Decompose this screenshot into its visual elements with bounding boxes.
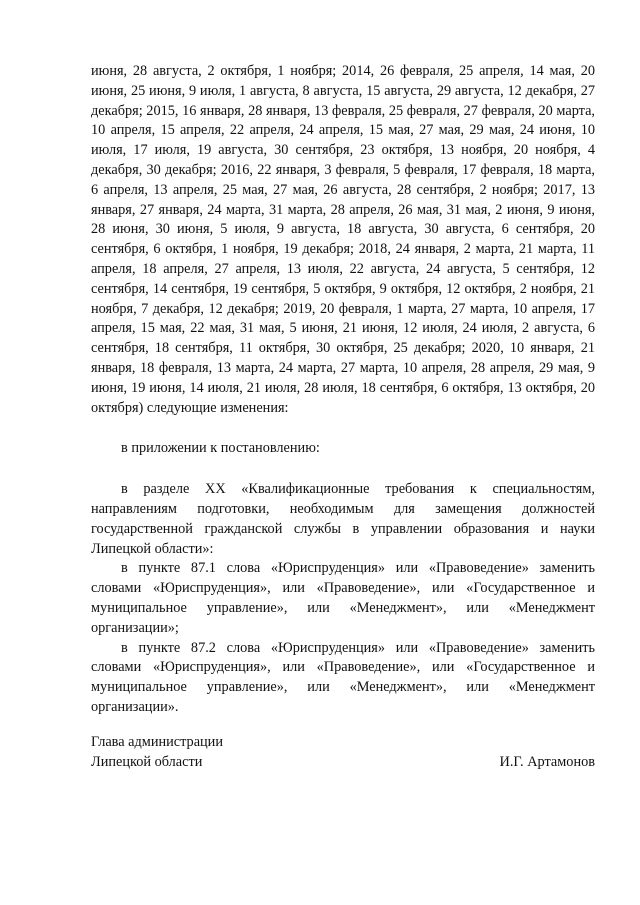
document-body bbox=[91, 62, 595, 718]
point-87-1-paragraph: в пункте 87.1 слова «Юриспруденция» или «Правоведение» заменить словами «Юриспруденция», или «Правоведение», или «Государственное и муниципальное управление», или «Менеджмент», или «Менеджмент организации»; bbox=[91, 560, 595, 636]
section-paragraph: в разделе XX «Квалификационные требования к специальностям, направлениям подготовки, необходимым для замещения должностей государственной гражданской службы в управлении образования и науки Липецкой области»: bbox=[91, 481, 595, 557]
signatory-name: И.Г. Артамонов bbox=[499, 753, 595, 770]
intro-paragraph: июня, 28 августа, 2 октября, 1 ноября; 2014, 26 февраля, 25 апреля, 14 мая, 20 июня, 25 июня, 9 июля, 1 августа, 8 августа, 15 августа, 29 августа, 12 декабря, 27 декабря; 2015, 16 января, 28 января, 13 февраля, 25 февраля, 27 февраля, 20 марта, 10 апреля, 15 апреля, 22 апреля, 24 апреля, 15 мая, 27 мая, 29 мая, 24 июня, 10 июля, 17 июля, 19 августа, 30 сентября, 23 октября, 13 ноября, 20 ноября, 4 декабря, 30 декабря; 2016, 22 января, 3 февраля, 5 февраля, 17 февраля, 18 марта, 6 апреля, 13 апреля, 25 мая, 27 мая, 26 августа, 28 сентября, 2 ноября; 2017, 13 января, 27 января, 24 марта, 31 марта, 28 апреля, 26 мая, 31 мая, 2 июня, 9 июня, 28 июня, 30 июня, 5 июля, 9 августа, 18 августа, 30 августа, 6 сентября, 20 сентября, 6 октября, 1 ноября, 19 декабря; 2018, 24 января, 2 марта, 21 марта, 11 апреля, 18 апреля, 27 апреля, 13 июля, 22 августа, 24 августа, 5 сентября, 12 сентября, 14 сентября, 19 сентября, 5 октября, 9 октября, 12 октября, 2 ноября, 21 ноября, 7 декабря, 12 декабря; 2019, 20 февраля, 1 марта, 27 марта, 10 апреля, 17 апреля, 15 мая, 22 мая, 31 мая, 5 июня, 21 июня, 12 июля, 24 июля, 2 августа, 6 сентября, 18 сентября, 11 октября, 30 октября, 25 декабря; 2020, 10 января, 21 января, 18 февраля, 13 марта, 24 марта, 27 марта, 10 апреля, 28 апреля, 29 мая, 9 июня, 19 июня, 14 июля, 21 июля, 28 июля, 18 сентября, 6 октября, 13 октября, 20 октября) следующие изменения: bbox=[91, 63, 595, 416]
signature-position-line-1: Глава администрации bbox=[91, 734, 223, 750]
prilozhenie-line: в приложении к постановлению: bbox=[121, 440, 320, 457]
point-87-2-paragraph: в пункте 87.2 слова «Юриспруденция» или «Правоведение» заменить словами «Юриспруденция», или «Правоведение», или «Государственное и муниципальное управление», или «Менеджмент», или «Менеджмент организации». bbox=[91, 639, 595, 715]
signature-row bbox=[91, 753, 595, 773]
spacer bbox=[91, 418, 595, 439]
signature-position-line-2: Липецкой области bbox=[91, 753, 203, 770]
spacer bbox=[91, 459, 595, 480]
signature-block bbox=[91, 733, 595, 773]
